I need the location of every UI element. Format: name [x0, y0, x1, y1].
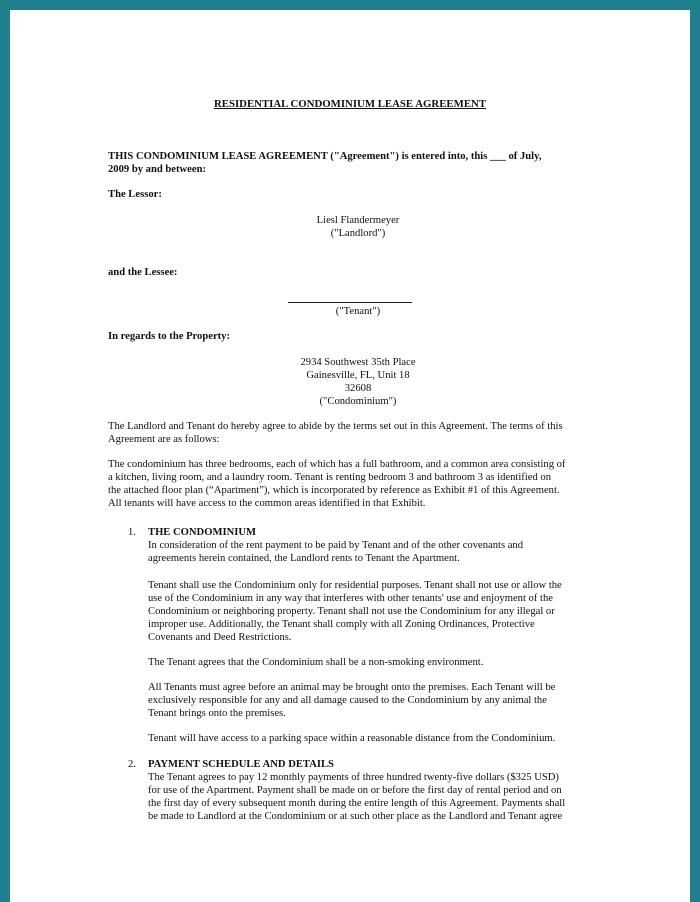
property-address: [108, 356, 608, 408]
section-2: [148, 758, 608, 823]
paragraph-line: use of the Condominium in any way that interferes with other tenants' use and enjoyment of the: [148, 593, 553, 604]
tenant-signature-line: [288, 302, 412, 303]
paragraph-line: All tenants will have access to the common areas identified in that Exhibit.: [108, 498, 426, 509]
section-2-heading: PAYMENT SCHEDULE AND DETAILS: [148, 759, 334, 770]
intro-paragraph: [108, 150, 608, 176]
property-street: 2934 Southwest 35th Place: [300, 357, 416, 368]
paragraph-line: improper use. Additionally, the Tenant shall comply with all Zoning Ordinances, Protective: [148, 619, 535, 630]
paragraph-line: The Landlord and Tenant do hereby agree to abide by the terms set out in this Agreement. The terms of this: [108, 421, 563, 432]
lessee-role: ("Tenant"): [335, 306, 381, 317]
document-title: RESIDENTIAL CONDOMINIUM LEASE AGREEMENT: [213, 98, 487, 110]
paragraph-line: The condominium has three bedrooms, each of which has a full bathroom, and a common area consisting of: [108, 459, 566, 470]
intro-line: THIS CONDOMINIUM LEASE AGREEMENT ("Agreement") is entered into, this ___ of July,: [108, 151, 542, 162]
description-paragraph: [108, 458, 608, 510]
paragraph-line: The Tenant agrees to pay 12 monthly payments of three hundred twenty-five dollars ($325 USD): [148, 772, 559, 783]
section-1-paragraph-2: [148, 579, 608, 644]
section-1-paragraph-4: [148, 681, 608, 720]
paragraph-line: agreements herein contained, the Landlord rents to Tenant the Apartment.: [148, 553, 460, 564]
paragraph-line: The Tenant agrees that the Condominium shall be a non-smoking environment.: [148, 657, 484, 668]
document-page: [10, 10, 690, 902]
section-1: [148, 526, 608, 565]
lessor-label: The Lessor:: [108, 189, 162, 200]
paragraph-line: Condominium or neighboring property. Tenant shall not use the Condominium for any illegal or: [148, 606, 555, 617]
property-label: In regards to the Property:: [108, 331, 231, 342]
terms-intro-paragraph: [108, 420, 608, 446]
intro-line: 2009 by and between:: [108, 164, 206, 175]
paragraph-line: Tenant will have access to a parking space within a reasonable distance from the Condominium.: [148, 733, 556, 744]
paragraph-line: Agreement are as follows:: [108, 434, 220, 445]
paragraph-line: be made to Landlord at the Condominium or at such other place as the Landlord and Tenant agree: [148, 811, 563, 822]
paragraph-line: a kitchen, living room, and a laundry room. Tenant is renting bedroom 3 and bathroom 3 as identified on: [108, 472, 552, 483]
section-2-number: 2.: [128, 759, 136, 770]
section-1-number: 1.: [128, 527, 136, 538]
property-city: Gainesville, FL, Unit 18: [306, 370, 410, 381]
property-zip: 32608: [344, 383, 372, 394]
paragraph-line: Tenant brings onto the premises.: [148, 708, 286, 719]
paragraph-line: exclusively responsible for any and all damage caused to the Condominium by any animal the: [148, 695, 547, 706]
paragraph-line: All Tenants must agree before an animal may be brought onto the premises. Each Tenant will be: [148, 682, 556, 693]
paragraph-line: In consideration of the rent payment to be paid by Tenant and of the other covenants and: [148, 540, 524, 551]
paragraph-line: the first day of every subsequent month during the entire length of this Agreement. Payments shall: [148, 798, 566, 809]
lessor-role: ("Landlord"): [330, 228, 386, 239]
paragraph-line: for use of the Apartment. Payment shall be made on or before the first day of rental period and on: [148, 785, 562, 796]
lessee-label: and the Lessee:: [108, 267, 178, 278]
lessor-name: Liesl Flandermeyer: [316, 215, 400, 226]
section-1-paragraph-5: [148, 732, 608, 745]
section-1-heading: THE CONDOMINIUM: [148, 527, 256, 538]
paragraph-line: Tenant shall use the Condominium only for residential purposes. Tenant shall not use or allow the: [148, 580, 562, 591]
paragraph-line: the attached floor plan (“Apartment”), which is incorporated by reference as Exhibit #1 of this Agreement.: [108, 485, 560, 496]
paragraph-line: Covenants and Deed Restrictions.: [148, 632, 292, 643]
lessor-block: [108, 214, 608, 240]
property-role: ("Condominium"): [319, 396, 397, 407]
section-1-paragraph-3: [148, 656, 608, 669]
